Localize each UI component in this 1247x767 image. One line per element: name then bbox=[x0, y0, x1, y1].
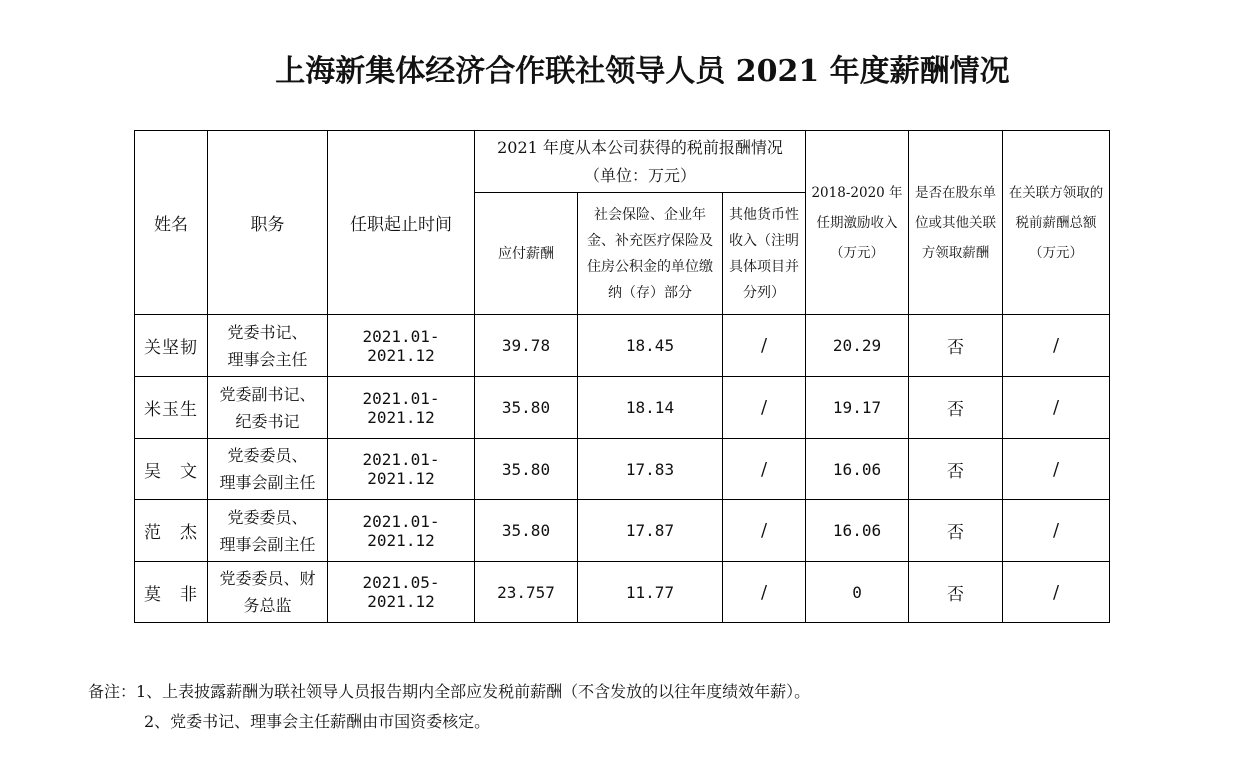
header-pay-group-line1: 2021 年度从本公司获得的税前报酬情况 bbox=[497, 137, 783, 157]
cell-insurance: 17.83 bbox=[578, 439, 723, 500]
cell-shareholder: 否 bbox=[909, 377, 1003, 439]
cell-salary: 35.80 bbox=[475, 439, 578, 500]
note-line-1: 备注：1、上表披露薪酬为联社领导人员报告期内全部应发税前薪酬（不含发放的以往年度绩效年薪）。 bbox=[88, 682, 811, 701]
cell-other: / bbox=[723, 562, 806, 623]
cell-name: 关坚韧 bbox=[135, 315, 208, 377]
cell-position-line1: 党委委员、 bbox=[227, 446, 308, 465]
cell-related: / bbox=[1003, 315, 1110, 377]
cell-related: / bbox=[1003, 500, 1110, 562]
cell-incentive: 20.29 bbox=[806, 315, 909, 377]
cell-position-line2: 纪委书记 bbox=[235, 411, 300, 431]
cell-insurance: 18.14 bbox=[578, 377, 723, 439]
cell-term: 2021.01-2021.12 bbox=[328, 377, 475, 439]
cell-name: 范 杰 bbox=[135, 500, 208, 562]
cell-incentive: 19.17 bbox=[806, 377, 909, 439]
cell-position bbox=[208, 500, 328, 562]
cell-term: 2021.05-2021.12 bbox=[328, 562, 475, 623]
cell-position bbox=[208, 315, 328, 377]
header-row-1 bbox=[135, 131, 1110, 193]
cell-other: / bbox=[723, 500, 806, 562]
cell-position bbox=[208, 562, 328, 623]
cell-salary: 23.757 bbox=[475, 562, 578, 623]
header-incentive: 2018-2020 年任期激励收入（万元） bbox=[806, 131, 909, 315]
cell-insurance: 17.87 bbox=[578, 500, 723, 562]
header-pay-group-line2: （单位：万元） bbox=[584, 165, 697, 185]
header-name: 姓名 bbox=[135, 131, 208, 315]
table-row bbox=[135, 377, 1110, 439]
cell-shareholder: 否 bbox=[909, 500, 1003, 562]
header-shareholder: 是否在股东单位或其他关联方领取薪酬 bbox=[909, 131, 1003, 315]
table-row bbox=[135, 439, 1110, 500]
cell-term: 2021.01-2021.12 bbox=[328, 500, 475, 562]
cell-term: 2021.01-2021.12 bbox=[328, 439, 475, 500]
notes bbox=[88, 677, 1188, 737]
cell-shareholder: 否 bbox=[909, 562, 1003, 623]
cell-position-line1: 党委书记、 bbox=[227, 322, 308, 342]
cell-salary: 35.80 bbox=[475, 500, 578, 562]
cell-position-line1: 党委副书记、 bbox=[219, 384, 316, 404]
cell-incentive: 16.06 bbox=[806, 439, 909, 500]
cell-name: 米玉生 bbox=[135, 377, 208, 439]
cell-incentive: 16.06 bbox=[806, 500, 909, 562]
cell-salary: 39.78 bbox=[475, 315, 578, 377]
header-related: 在关联方领取的税前薪酬总额（万元） bbox=[1003, 131, 1110, 315]
header-pay-group bbox=[475, 131, 806, 193]
cell-related: / bbox=[1003, 562, 1110, 623]
cell-other: / bbox=[723, 439, 806, 500]
header-position: 职务 bbox=[208, 131, 328, 315]
page-title: 上海新集体经济合作联社领导人员 2021 年度薪酬情况 bbox=[275, 54, 1010, 89]
cell-salary: 35.80 bbox=[475, 377, 578, 439]
cell-related: / bbox=[1003, 377, 1110, 439]
header-other: 其他货币性收入（注明具体项目并分列） bbox=[723, 193, 806, 315]
cell-shareholder: 否 bbox=[909, 439, 1003, 500]
cell-insurance: 11.77 bbox=[578, 562, 723, 623]
cell-term: 2021.01-2021.12 bbox=[328, 315, 475, 377]
header-salary: 应付薪酬 bbox=[475, 193, 578, 315]
cell-name: 莫 非 bbox=[135, 562, 208, 623]
cell-related: / bbox=[1003, 439, 1110, 500]
cell-position bbox=[208, 439, 328, 500]
header-insurance: 社会保险、企业年金、补充医疗保险及住房公积金的单位缴纳（存）部分 bbox=[578, 193, 723, 315]
cell-other: / bbox=[723, 315, 806, 377]
cell-position-line2: 理事会副主任 bbox=[219, 534, 316, 554]
cell-position-line2: 理事会主任 bbox=[227, 349, 308, 369]
cell-insurance: 18.45 bbox=[578, 315, 723, 377]
note-line-2: 2、党委书记、理事会主任薪酬由市国资委核定。 bbox=[144, 712, 491, 731]
cell-shareholder: 否 bbox=[909, 315, 1003, 377]
cell-name: 吴 文 bbox=[135, 439, 208, 500]
salary-table bbox=[134, 130, 1110, 623]
cell-position-line2: 务总监 bbox=[243, 596, 292, 615]
cell-incentive: 0 bbox=[806, 562, 909, 623]
table-row bbox=[135, 500, 1110, 562]
cell-position-line1: 党委委员、财 bbox=[219, 569, 316, 588]
cell-other: / bbox=[723, 377, 806, 439]
cell-position-line1: 党委委员、 bbox=[227, 507, 308, 527]
cell-position-line2: 理事会副主任 bbox=[219, 473, 316, 492]
cell-position bbox=[208, 377, 328, 439]
table-row bbox=[135, 315, 1110, 377]
header-term: 任职起止时间 bbox=[328, 131, 475, 315]
table-row bbox=[135, 562, 1110, 623]
